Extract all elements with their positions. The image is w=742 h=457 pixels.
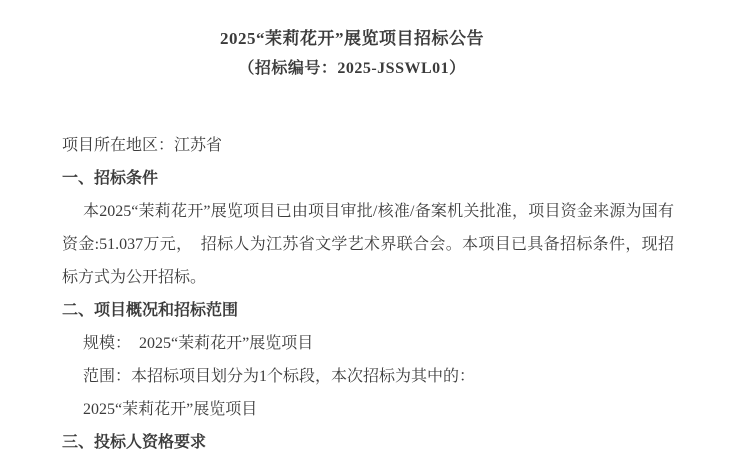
- project-scale-line: 规模： 2025“茉莉花开”展览项目: [83, 335, 314, 352]
- title-block: [46, 0, 658, 84]
- document-body: [62, 129, 674, 457]
- project-scope-line: 范围：本招标项目划分为1个标段，本次招标为其中的：: [83, 368, 476, 385]
- document-title: 2025“茉莉花开”展览项目招标公告: [220, 29, 484, 48]
- project-scope-item-line: 2025“茉莉花开”展览项目: [83, 401, 258, 418]
- section-3-heading: 三、投标人资格要求: [62, 434, 207, 451]
- section-1-heading: 一、招标条件: [62, 170, 159, 187]
- project-location-line: 项目所在地区：江苏省: [62, 137, 223, 154]
- section-1-paragraph: 本2025“茉莉花开”展览项目已由项目审批/核准/备案机关批准，项目资金来源为国有资金:51.037万元， 招标人为江苏省文学艺术界联合会。本项目已具备招标条件，现招标方式为公开招标。: [62, 203, 674, 286]
- tender-number-subtitle: （招标编号：2025-JSSWL01）: [238, 60, 466, 77]
- section-2-heading: 二、项目概况和招标范围: [62, 302, 239, 319]
